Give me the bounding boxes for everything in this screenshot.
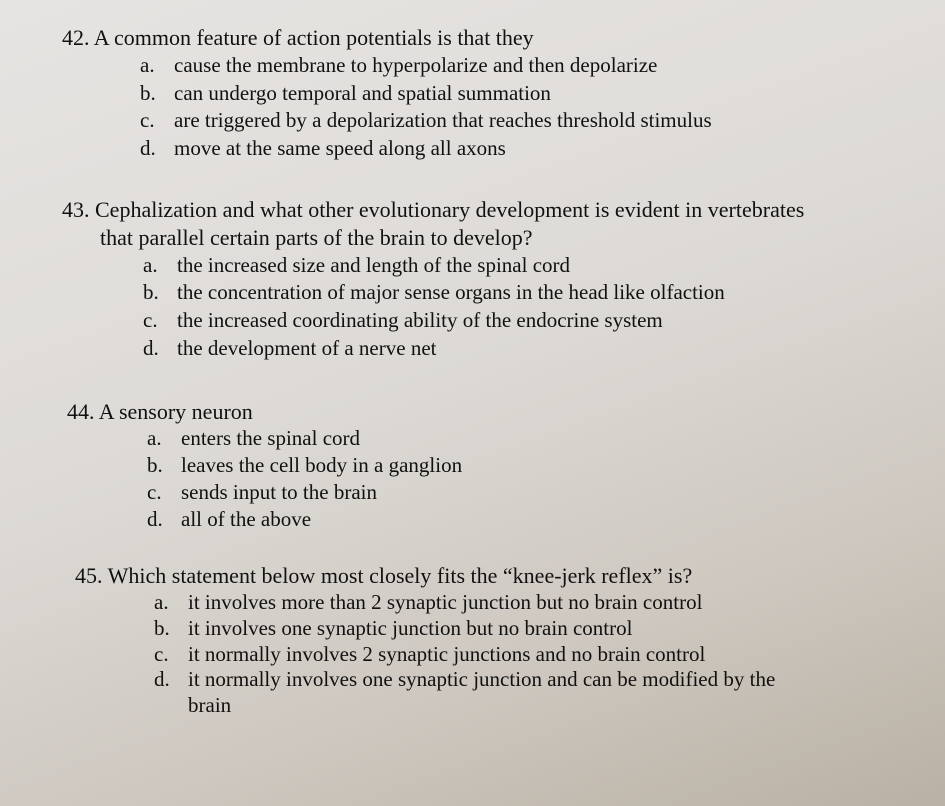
choice-text: leaves the cell body in a ganglion bbox=[181, 453, 463, 477]
choice-b bbox=[147, 452, 462, 479]
choice-letter: b. bbox=[143, 280, 159, 304]
choice-text: the concentration of major sense organs in the head like olfaction bbox=[177, 280, 725, 304]
choice-text: cause the membrane to hyperpolarize and then depolarize bbox=[174, 53, 658, 77]
choice-c bbox=[147, 479, 377, 506]
choice-letter: b. bbox=[140, 81, 156, 105]
choice-letter: c. bbox=[154, 642, 169, 666]
choice-b bbox=[143, 279, 725, 306]
choice-letter: b. bbox=[154, 616, 170, 640]
choice-d bbox=[143, 335, 436, 362]
choice-a bbox=[154, 589, 702, 616]
question-stem bbox=[62, 196, 804, 223]
choice-text: sends input to the brain bbox=[181, 480, 377, 504]
choice-c bbox=[154, 641, 705, 668]
choice-text: it involves more than 2 synaptic junction but no brain control bbox=[188, 590, 703, 614]
question-text: A common feature of action potentials is that they bbox=[93, 25, 534, 50]
choice-d bbox=[147, 506, 311, 533]
choice-a bbox=[147, 425, 360, 452]
choice-letter: a. bbox=[147, 426, 162, 450]
question-stem bbox=[62, 24, 534, 51]
choice-letter: a. bbox=[140, 53, 155, 77]
choice-text: all of the above bbox=[181, 507, 312, 531]
question-number: 45. bbox=[75, 563, 103, 588]
choice-text: the development of a nerve net bbox=[177, 336, 437, 360]
question-text: Cephalization and what other evolutionary development is evident in vertebrates bbox=[95, 197, 805, 222]
choice-letter: c. bbox=[140, 108, 155, 132]
choice-d bbox=[140, 135, 506, 162]
choice-letter: d. bbox=[147, 507, 163, 531]
choice-text: move at the same speed along all axons bbox=[174, 136, 506, 160]
choice-letter: d. bbox=[154, 667, 170, 691]
choice-text: it involves one synaptic junction but no brain control bbox=[188, 616, 633, 640]
question-text: A sensory neuron bbox=[98, 399, 253, 424]
choice-a bbox=[140, 52, 657, 79]
choice-letter: d. bbox=[143, 336, 159, 360]
choice-c bbox=[143, 307, 663, 334]
choice-d bbox=[154, 666, 775, 693]
choice-text: it normally involves one synaptic junction and can be modified by the bbox=[188, 667, 776, 691]
question-number: 44. bbox=[67, 399, 95, 424]
question-stem bbox=[75, 562, 692, 589]
choice-c bbox=[140, 107, 712, 134]
choice-b bbox=[154, 615, 632, 642]
question-text-continued: that parallel certain parts of the brain to develop? bbox=[100, 225, 533, 250]
choice-letter: d. bbox=[140, 136, 156, 160]
choice-text: it normally involves 2 synaptic junctions and no brain control bbox=[188, 642, 706, 666]
choice-text: enters the spinal cord bbox=[181, 426, 361, 450]
question-number: 42. bbox=[62, 25, 90, 50]
choice-text: the increased size and length of the spinal cord bbox=[177, 253, 571, 277]
choice-letter: c. bbox=[147, 480, 162, 504]
choice-text: can undergo temporal and spatial summation bbox=[174, 81, 551, 105]
question-stem bbox=[67, 398, 253, 425]
choice-letter: a. bbox=[154, 590, 169, 614]
choice-a bbox=[143, 252, 570, 279]
question-text: Which statement below most closely fits the “knee-jerk reflex” is? bbox=[107, 563, 693, 588]
choice-text-continued: brain bbox=[188, 693, 232, 717]
choice-letter: b. bbox=[147, 453, 163, 477]
choice-text: are triggered by a depolarization that reaches threshold stimulus bbox=[174, 108, 712, 132]
choice-text: the increased coordinating ability of the endocrine system bbox=[177, 308, 663, 332]
choice-b bbox=[140, 80, 551, 107]
choice-letter: a. bbox=[143, 253, 158, 277]
choice-letter: c. bbox=[143, 308, 158, 332]
question-number: 43. bbox=[62, 197, 90, 222]
